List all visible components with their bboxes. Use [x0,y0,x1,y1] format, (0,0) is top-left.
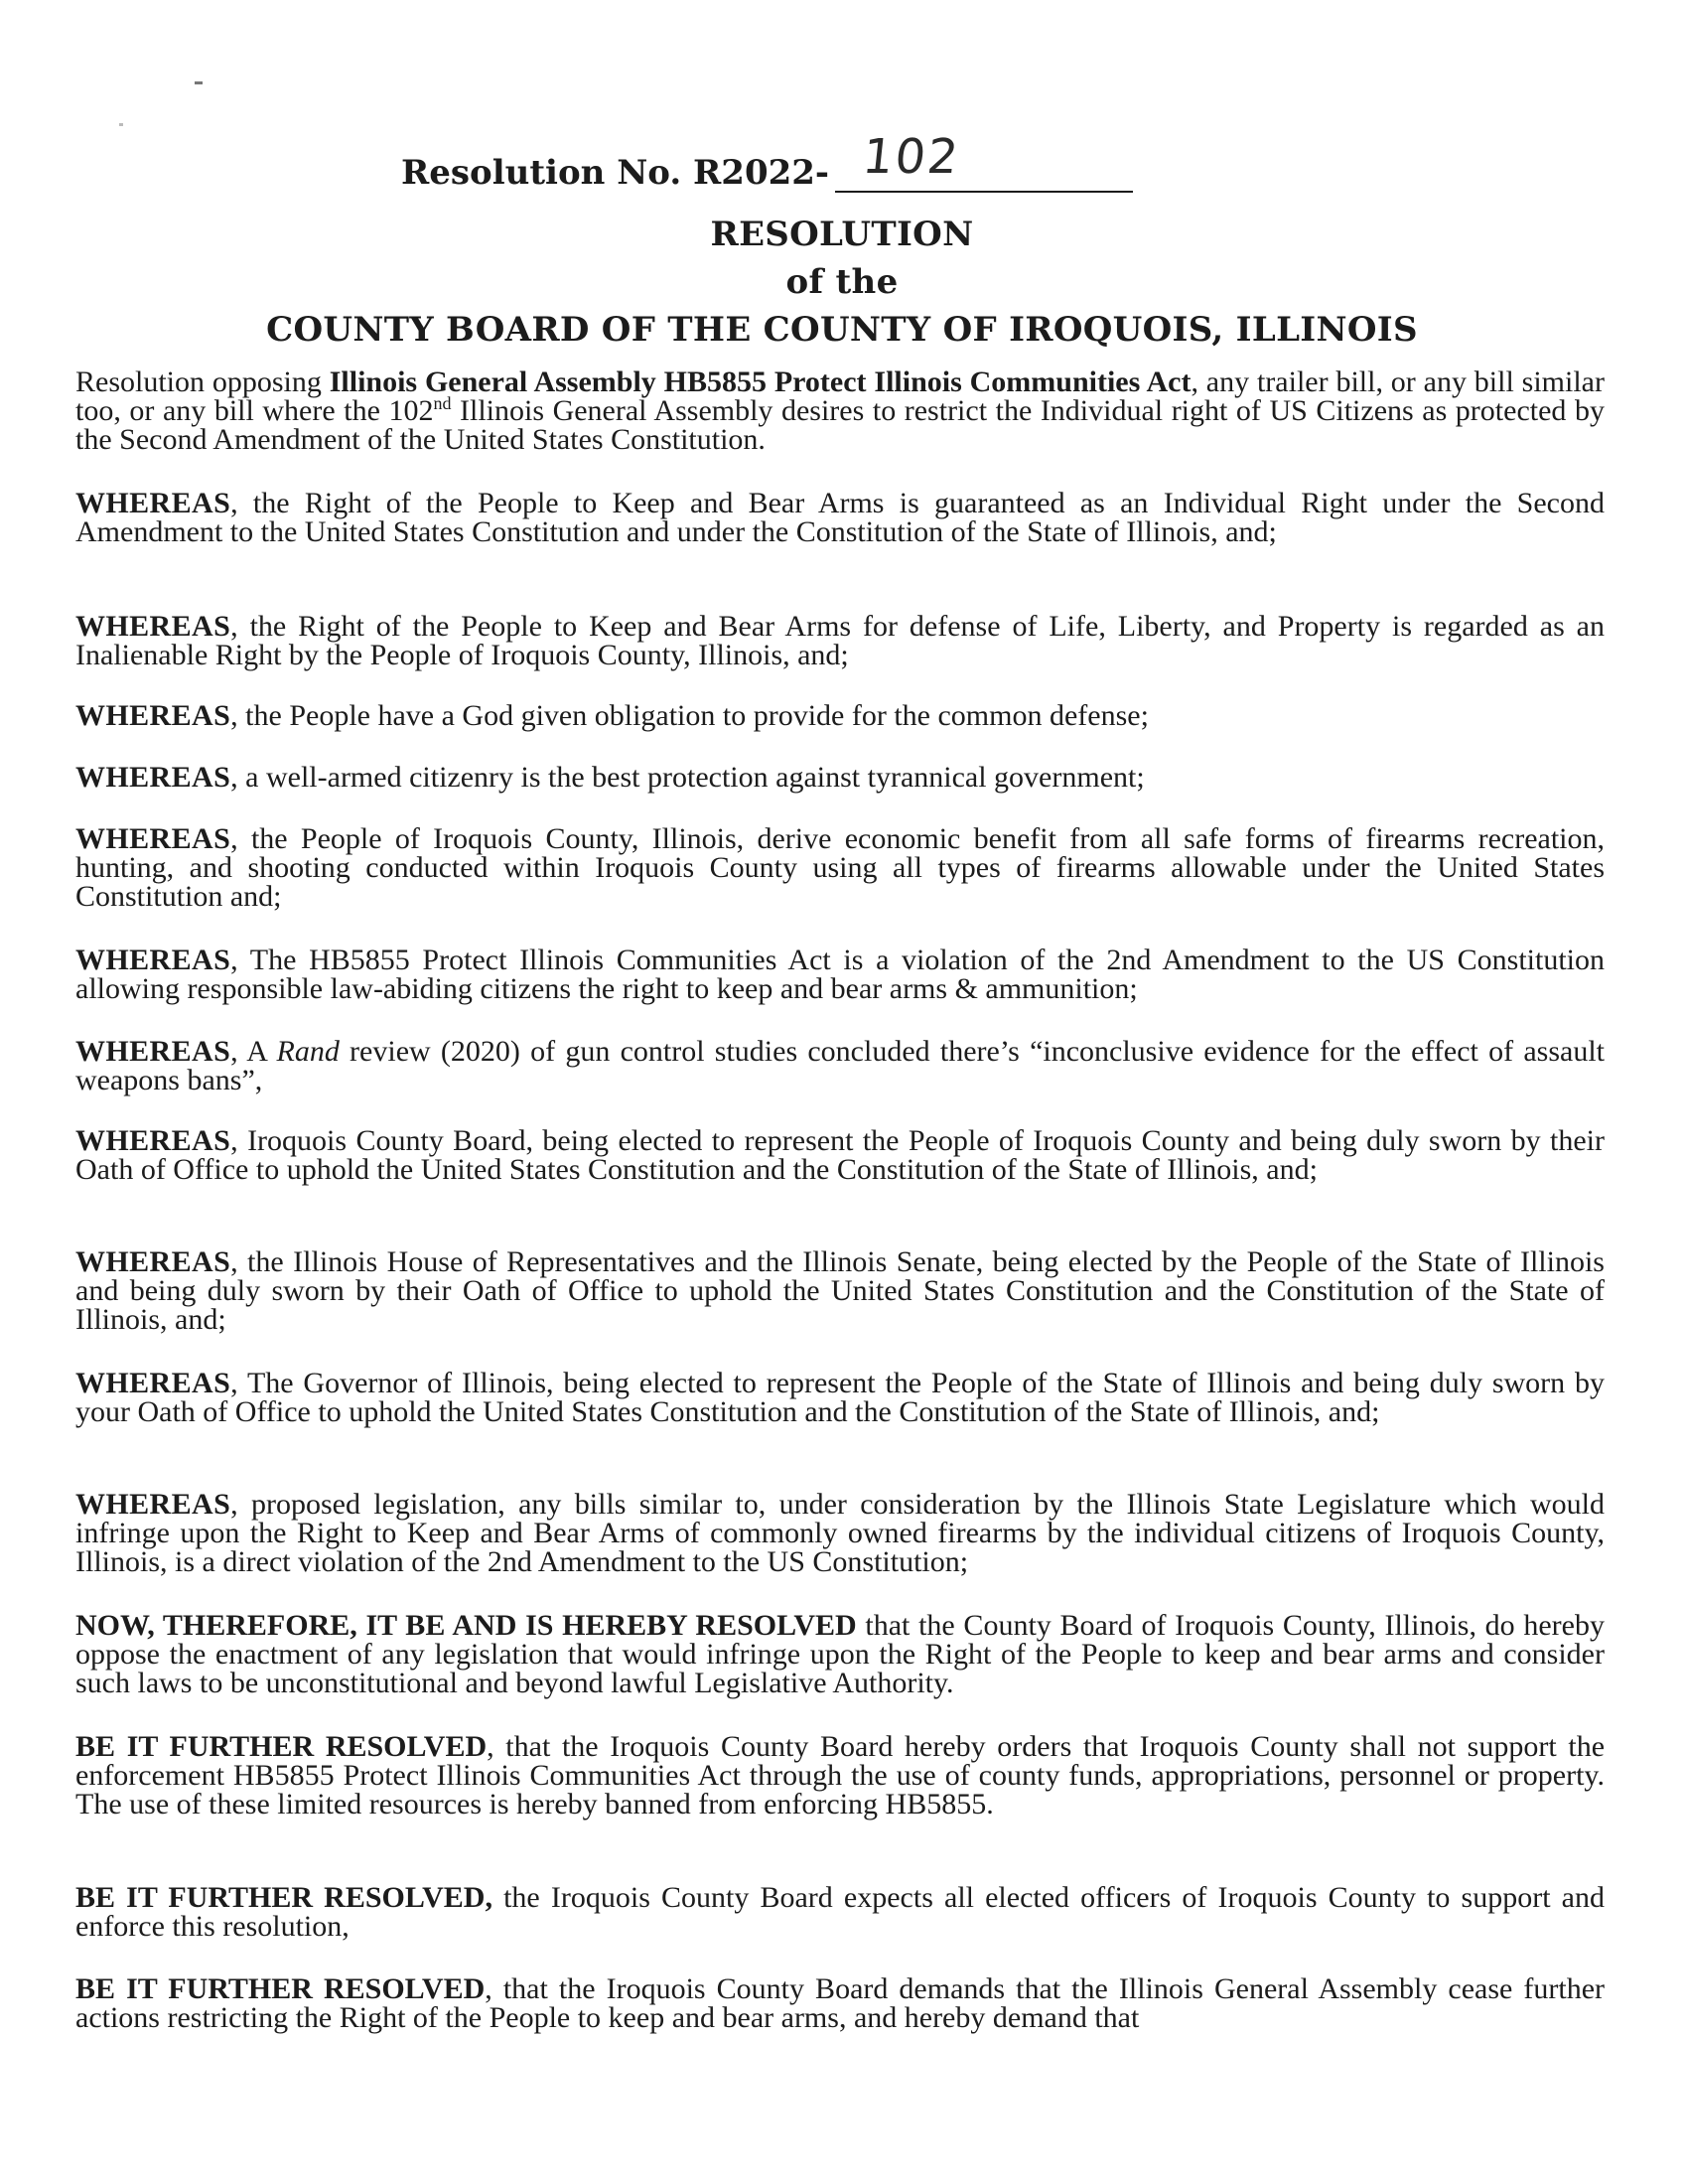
whereas-clause [75,612,1605,669]
intro-rest: Illinois General Assembly desires to restrict the Individual right of US Citizens as protected by the Second Amendment of the United States Constitution. [75,394,1605,456]
intro-sup: nd [433,393,452,413]
whereas-label: WHEREAS [75,699,231,732]
further-resolved-text: , that the Iroquois County Board demands that the Illinois General Assembly cease further actions restricting the Right of the People to keep and bear arms, and hereby demand that [75,1972,1605,2034]
clause-text: , the People have a God given obligation to provide for the common defense; [230,699,1149,732]
resolved-label: NOW, THEREFORE, IT BE AND IS HEREBY RESOLVED [75,1609,857,1642]
clause-text: , the Right of the People to Keep and Bear Arms for defense of Life, Liberty, and Property is regarded as an Inalienable Right by the People of Iroquois County, Illinois, and; [75,610,1605,671]
further-resolved-clause [75,1883,1605,1941]
whereas-label: WHEREAS [75,822,231,855]
clause-italic: Rand [276,1035,340,1068]
whereas-clause [75,701,1605,730]
further-resolved-label: BE IT FURTHER RESOLVED [75,1972,486,2005]
further-resolved-label: BE IT FURTHER RESOLVED [75,1730,488,1763]
whereas-label: WHEREAS [75,1035,231,1068]
whereas-label: WHEREAS [75,1488,231,1521]
whereas-clause [75,1126,1605,1184]
clause-text: review (2020) of gun control studies concluded there’s “inconclusive evidence for the effect of assault weapons bans”, [75,1035,1605,1096]
scan-speck [195,81,203,84]
clause-text: , the Right of the People to Keep and Bear Arms is guaranteed as an Individual Right under the Second Amendment to the United States Constitution and under the Constitution of the State of Illinois, and; [75,487,1605,548]
whereas-clause [75,763,1605,792]
document-subtitle: of the [785,262,899,302]
resolution-number-line [835,129,1133,193]
whereas-clause [75,1247,1605,1334]
whereas-label: WHEREAS [75,487,231,519]
clause-text: , the Illinois House of Representatives and the Illinois Senate, being elected by the People of the State of Illinois and being duly sworn by their Oath of Office to uphold the United States Constitution and the Constitution of the State of Illinois, and; [75,1245,1605,1336]
intro-rest: , any trailer bill, or any bill similar too, or any bill where the 102 [75,365,1605,427]
further-resolved-text: the Iroquois County Board expects all elected officers of Iroquois County to support and enforce this resolution, [75,1881,1606,1943]
board-name: COUNTY BOARD OF THE COUNTY OF IROQUOIS, ILLINOIS [266,310,1418,350]
resolved-text: that the County Board of Iroquois County, Illinois, do hereby oppose the enactment of any legislation that would infringe upon the Right of the People to keep and bear arms and consider such laws to be unconstitutional and beyond lawful Legislative Authority. [75,1609,1605,1699]
clause-text: , a well-armed citizenry is the best protection against tyrannical government; [230,761,1145,794]
intro-bill-name: Illinois General Assembly HB5855 Protect Illinois Communities Act [329,365,1192,398]
clause-text: , The HB5855 Protect Illinois Communities Act is a violation of the 2nd Amendment to the US Constitution allowing responsible law-abiding citizens the right to keep and bear arms & ammunition; [75,944,1605,1005]
whereas-clause [75,1490,1605,1576]
scan-speck [119,123,123,126]
further-resolved-label: BE IT FURTHER RESOLVED, [75,1881,492,1914]
clause-text: , proposed legislation, any bills similar to, under consideration by the Illinois State Legislature which would infringe upon the Right to Keep and Bear Arms of commonly owned firearms by the individual citizens of Iroquois County, Illinois, is a direct violation of the 2nd Amendment to the US Constitution; [75,1488,1605,1578]
clause-text: , A [230,1035,277,1068]
whereas-label: WHEREAS [75,1124,231,1157]
clause-text: , the People of Iroquois County, Illinois, derive economic benefit from all safe forms of firearms recreation, hunting, and shooting conducted within Iroquois County using all types of firearms allowable under the United States Constitution and; [75,822,1605,913]
further-resolved-clause [75,1974,1605,2032]
document-title: RESOLUTION [710,215,974,254]
whereas-clause [75,824,1605,911]
resolution-number-label: Resolution No. R2022- [401,153,830,193]
handwritten-number: 102 [860,129,963,185]
resolved-clause [75,1611,1605,1697]
whereas-clause [75,1369,1605,1426]
whereas-label: WHEREAS [75,761,231,794]
clause-text: , The Governor of Illinois, being elected to represent the People of the State of Illinois and being duly sworn by your Oath of Office to uphold the United States Constitution and the Constitution of the State of Illinois, and; [75,1367,1605,1428]
whereas-label: WHEREAS [75,1245,231,1278]
further-resolved-text: , that the Iroquois County Board hereby orders that Iroquois County shall not support the enforcement HB5855 Protect Illinois Communities Act through the use of county funds, appropriations, personnel or property. The use of these limited resources is hereby banned from enforcing HB5855. [75,1730,1606,1820]
further-resolved-clause [75,1732,1605,1819]
whereas-clause [75,489,1605,546]
whereas-label: WHEREAS [75,1367,231,1399]
intro-paragraph [75,367,1605,454]
whereas-label: WHEREAS [75,610,231,643]
intro-lead: Resolution opposing [75,365,330,398]
resolution-number [401,129,1133,193]
whereas-clause [75,1037,1605,1094]
whereas-label: WHEREAS [75,944,231,976]
whereas-clause [75,946,1605,1003]
clause-text: , Iroquois County Board, being elected to represent the People of Iroquois County and being duly sworn by their Oath of Office to uphold the United States Constitution and the Constitution of the State of Illinois, and; [75,1124,1605,1186]
